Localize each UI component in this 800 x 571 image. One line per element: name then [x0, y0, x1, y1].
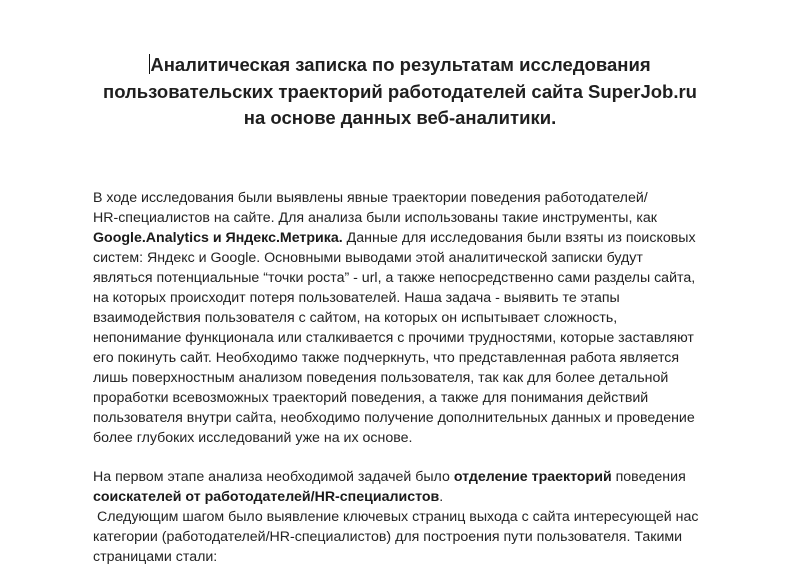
- paragraph-1-line: его покинуть сайт. Необходимо также подчеркнуть, что представленная работа является: [93, 350, 680, 366]
- applicants-bold-text: соискателей от работодателей/HR-специалистов: [93, 489, 440, 505]
- paragraph-2-line: [93, 467, 733, 487]
- paragraph-2-line: страницами стали:: [93, 549, 218, 565]
- title-line-2: пользовательских траекторий работодателей сайта SuperJob.ru: [103, 80, 697, 102]
- paragraph-2-line-end: поведения: [611, 469, 686, 485]
- trajectory-bold-text: отделение траекторий: [453, 469, 612, 485]
- paragraph-2-line-end: .: [439, 489, 444, 505]
- paragraph-1-line: взаимодействия пользователя с сайтом, на которых он испытывает сложность,: [93, 310, 618, 326]
- paragraph-2-line: категории (работодателей/HR-специалистов) для построения пути пользователя. Такими: [93, 529, 683, 545]
- tools-bold-text: Google.Analytics и Яндекс.Метрика.: [93, 230, 343, 246]
- paragraph-1-line: В ходе исследования были выявлены явные траектории поведения работодателей/: [93, 190, 648, 206]
- title-line-1: [70, 52, 730, 79]
- paragraph-2-line: [93, 487, 733, 507]
- paragraph-1-line: [93, 228, 733, 248]
- paragraph-1-line: являться потенциальные “точки роста” - url, а также непосредственно сами разделы сайта,: [93, 270, 696, 286]
- paragraph-1: [93, 188, 733, 448]
- paragraph-1-line-rest: Данные для исследования были взяты из поисковых: [342, 230, 696, 246]
- paragraph-1-line: HR-специалистов на сайте. Для анализа были использованы такие инструменты, как: [93, 210, 657, 226]
- document-title: [70, 52, 730, 132]
- title-line-3: на основе данных веб-аналитики.: [243, 107, 557, 128]
- paragraph-1-line: непонимание функционала или сталкивается с прочими трудностями, которые заставляют: [93, 330, 694, 346]
- paragraph-2-line: Следующим шагом было выявление ключевых страниц выхода с сайта интересующей нас: [93, 509, 699, 525]
- paragraph-1-line: систем: Яндекс и Google. Основными выводами этой аналитической записки будут: [93, 250, 643, 266]
- paragraph-1-line: на которых происходит потеря пользователей. Наша задача - выявить те этапы: [93, 290, 620, 306]
- paragraph-1-line: более глубоких исследований уже на их основе.: [93, 430, 413, 446]
- paragraph-2-line-start: На первом этапе анализа необходимой задачей было: [93, 469, 454, 485]
- title-line-1-text: Аналитическая записка по результатам исследования: [150, 54, 651, 75]
- paragraph-1-line: лишь поверхностным анализом поведения пользователя, так как для более детальной: [93, 370, 669, 386]
- paragraph-1-line: пользователя внутри сайта, необходимо получение дополнительных данных и проведение: [93, 410, 695, 426]
- paragraph-2: [93, 467, 733, 567]
- paragraph-1-line: проработки всевозможных траекторий поведения, а также для понимания действий: [93, 390, 649, 406]
